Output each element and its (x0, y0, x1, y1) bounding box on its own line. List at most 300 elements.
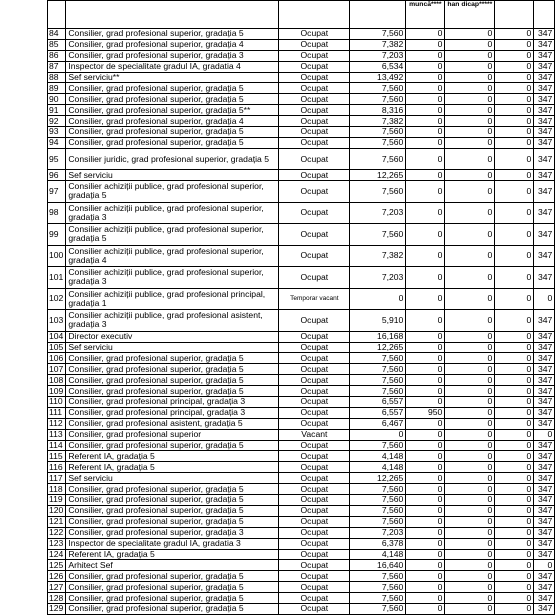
function-title: Consilier, grad profesional superior, gradația 5 (66, 386, 279, 397)
value-col-4: 347 (534, 364, 555, 375)
gross-salary: 7,560 (350, 571, 406, 582)
gross-salary: 5,910 (350, 310, 406, 332)
value-col-3: 0 (495, 245, 534, 267)
table-row (48, 397, 555, 408)
value-col-3: 0 (495, 83, 534, 94)
value-col-2: 0 (445, 105, 495, 116)
table-row (48, 593, 555, 604)
function-title: Consilier, grad profesional superior, gradația 5 (66, 571, 279, 582)
function-title: Consilier, grad profesional superior, gradația 5 (66, 440, 279, 451)
value-col-1: 0 (406, 29, 445, 40)
value-col-4: 347 (534, 310, 555, 332)
value-col-2: 0 (445, 94, 495, 105)
gross-salary: 7,560 (350, 364, 406, 375)
value-col-2: 0 (445, 137, 495, 148)
value-col-3: 0 (495, 397, 534, 408)
value-col-1: 0 (406, 495, 445, 506)
value-col-1: 0 (406, 50, 445, 61)
row-number: 101 (48, 267, 66, 289)
status: Ocupat (279, 148, 350, 170)
status: Ocupat (279, 418, 350, 429)
function-title: Consilier, grad profesional superior, gradația 5 (66, 375, 279, 386)
row-number: 122 (48, 527, 66, 538)
value-col-1: 0 (406, 170, 445, 181)
value-col-4: 347 (534, 386, 555, 397)
row-number: 99 (48, 224, 66, 246)
status: Ocupat (279, 181, 350, 203)
table-row (48, 353, 555, 364)
value-col-2: 0 (445, 170, 495, 181)
positions-table (47, 0, 555, 615)
status: Ocupat (279, 538, 350, 549)
row-number: 88 (48, 72, 66, 83)
status: Vacant (279, 429, 350, 440)
value-col-3: 0 (495, 342, 534, 353)
status: Ocupat (279, 549, 350, 560)
row-number: 93 (48, 127, 66, 138)
table-row (48, 342, 555, 353)
value-col-2: 0 (445, 148, 495, 170)
row-number: 120 (48, 505, 66, 516)
value-col-2: 0 (445, 61, 495, 72)
function-title: Consilier achiziții publice, grad profesional superior, gradația 5 (66, 181, 279, 203)
gross-salary: 7,382 (350, 245, 406, 267)
table-row (48, 105, 555, 116)
function-title: Consilier, grad profesional superior, gradația 5 (66, 127, 279, 138)
value-col-2: 0 (445, 83, 495, 94)
value-col-4: 347 (534, 224, 555, 246)
table-row (48, 484, 555, 495)
gross-salary: 12,265 (350, 170, 406, 181)
value-col-1: 0 (406, 224, 445, 246)
status: Ocupat (279, 505, 350, 516)
value-col-1: 0 (406, 72, 445, 83)
value-col-4: 347 (534, 505, 555, 516)
value-col-1: 0 (406, 267, 445, 289)
value-col-1: 0 (406, 137, 445, 148)
value-col-2: 0 (445, 473, 495, 484)
gross-salary: 7,560 (350, 127, 406, 138)
value-col-4: 347 (534, 375, 555, 386)
function-title: Consilier, grad profesional superior, gradația 5 (66, 364, 279, 375)
row-number: 123 (48, 538, 66, 549)
gross-salary: 7,560 (350, 593, 406, 604)
status: Ocupat (279, 386, 350, 397)
row-number: 94 (48, 137, 66, 148)
status: Ocupat (279, 310, 350, 332)
function-title: Consilier achiziții publice, grad profesional asistent, gradația 3 (66, 310, 279, 332)
value-col-2: 0 (445, 342, 495, 353)
function-title: Consilier, grad profesional superior, gradația 5 (66, 137, 279, 148)
value-col-2: 0 (445, 462, 495, 473)
table-row (48, 127, 555, 138)
value-col-2: 0 (445, 484, 495, 495)
value-col-4: 347 (534, 516, 555, 527)
value-col-2: 0 (445, 516, 495, 527)
gross-salary: 7,560 (350, 440, 406, 451)
gross-salary: 7,203 (350, 50, 406, 61)
gross-salary: 6,557 (350, 397, 406, 408)
value-col-1: 0 (406, 538, 445, 549)
value-col-1: 0 (406, 94, 445, 105)
value-col-2: 0 (445, 495, 495, 506)
gross-salary: 7,560 (350, 181, 406, 203)
table-row (48, 170, 555, 181)
function-title: Consilier, grad profesional superior, gradația 5 (66, 29, 279, 40)
status: Ocupat (279, 451, 350, 462)
value-col-4: 347 (534, 94, 555, 105)
gross-salary: 6,534 (350, 61, 406, 72)
value-col-1: 0 (406, 353, 445, 364)
header-cell-handicap: han dicap***** (445, 1, 495, 29)
value-col-3: 0 (495, 224, 534, 246)
value-col-4: 347 (534, 418, 555, 429)
table-row (48, 224, 555, 246)
status: Ocupat (279, 593, 350, 604)
value-col-3: 0 (495, 527, 534, 538)
row-number: 84 (48, 29, 66, 40)
gross-salary: 7,560 (350, 375, 406, 386)
table-row (48, 83, 555, 94)
row-number: 92 (48, 116, 66, 127)
function-title: Director executiv (66, 331, 279, 342)
value-col-4: 347 (534, 72, 555, 83)
value-col-3: 0 (495, 571, 534, 582)
value-col-4: 347 (534, 127, 555, 138)
value-col-3: 0 (495, 451, 534, 462)
value-col-3: 0 (495, 462, 534, 473)
row-number: 103 (48, 310, 66, 332)
function-title: Consilier, grad profesional superior, gradația 5 (66, 495, 279, 506)
value-col-2: 0 (445, 310, 495, 332)
gross-salary: 7,560 (350, 137, 406, 148)
row-number: 116 (48, 462, 66, 473)
value-col-3: 0 (495, 310, 534, 332)
value-col-3: 0 (495, 538, 534, 549)
value-col-3: 0 (495, 353, 534, 364)
function-title: Consilier achiziții publice, grad profesional superior, gradația 4 (66, 245, 279, 267)
table-row (48, 137, 555, 148)
header-cell-7 (495, 1, 534, 29)
function-title: Consilier, grad profesional principal, gradația 3 (66, 407, 279, 418)
header-cell-munca: muncă**** (406, 1, 445, 29)
table-row (48, 29, 555, 40)
table-row (48, 407, 555, 418)
value-col-1: 0 (406, 582, 445, 593)
header-cell-8 (534, 1, 555, 29)
value-col-4: 347 (534, 451, 555, 462)
value-col-1: 0 (406, 462, 445, 473)
table-row (48, 331, 555, 342)
value-col-4: 347 (534, 50, 555, 61)
value-col-2: 0 (445, 267, 495, 289)
status: Ocupat (279, 353, 350, 364)
status: Ocupat (279, 50, 350, 61)
function-title: Consilier, grad profesional superior, gradația 4 (66, 39, 279, 50)
status: Ocupat (279, 202, 350, 224)
row-number: 119 (48, 495, 66, 506)
value-col-4: 347 (534, 397, 555, 408)
value-col-3: 0 (495, 181, 534, 203)
row-number: 85 (48, 39, 66, 50)
value-col-3: 0 (495, 407, 534, 418)
value-col-4: 347 (534, 484, 555, 495)
function-title: Inspector de specialitate gradul IA, gradatia 3 (66, 538, 279, 549)
value-col-1: 0 (406, 505, 445, 516)
value-col-3: 0 (495, 560, 534, 571)
value-col-3: 0 (495, 50, 534, 61)
function-title: Consilier achiziții publice, grad profesional superior, gradația 3 (66, 267, 279, 289)
status: Ocupat (279, 440, 350, 451)
status: Ocupat (279, 29, 350, 40)
value-col-4: 0 (534, 560, 555, 571)
function-title: Consilier juridic, grad profesional superior, gradația 5 (66, 148, 279, 170)
value-col-4: 347 (534, 549, 555, 560)
value-col-1: 0 (406, 375, 445, 386)
status: Ocupat (279, 560, 350, 571)
status: Ocupat (279, 516, 350, 527)
gross-salary: 12,265 (350, 342, 406, 353)
row-number: 107 (48, 364, 66, 375)
value-col-3: 0 (495, 375, 534, 386)
gross-salary: 0 (350, 288, 406, 310)
gross-salary: 6,557 (350, 407, 406, 418)
table-row (48, 39, 555, 50)
value-col-2: 0 (445, 353, 495, 364)
gross-salary: 8,316 (350, 105, 406, 116)
status: Ocupat (279, 473, 350, 484)
status: Ocupat (279, 407, 350, 418)
header-cell-function (66, 1, 279, 29)
function-title: Consilier, grad profesional superior (66, 429, 279, 440)
value-col-2: 0 (445, 429, 495, 440)
value-col-1: 0 (406, 571, 445, 582)
value-col-1: 0 (406, 473, 445, 484)
function-title: Consilier, grad profesional superior, gradația 5 (66, 593, 279, 604)
value-col-2: 0 (445, 505, 495, 516)
gross-salary: 7,560 (350, 224, 406, 246)
gross-salary: 7,560 (350, 516, 406, 527)
value-col-3: 0 (495, 127, 534, 138)
gross-salary: 13,492 (350, 72, 406, 83)
value-col-3: 0 (495, 440, 534, 451)
value-col-2: 0 (445, 397, 495, 408)
function-title: Sef serviciu (66, 342, 279, 353)
function-title: Referent IA, gradația 5 (66, 549, 279, 560)
value-col-1: 0 (406, 331, 445, 342)
function-title: Consilier, grad profesional superior, gradația 5** (66, 105, 279, 116)
status: Ocupat (279, 72, 350, 83)
row-number: 96 (48, 170, 66, 181)
status: Ocupat (279, 170, 350, 181)
value-col-4: 0 (534, 429, 555, 440)
value-col-2: 0 (445, 50, 495, 61)
row-number: 111 (48, 407, 66, 418)
status: Ocupat (279, 61, 350, 72)
status: Ocupat (279, 267, 350, 289)
table-row (48, 495, 555, 506)
gross-salary: 0 (350, 429, 406, 440)
value-col-1: 0 (406, 245, 445, 267)
row-number: 110 (48, 397, 66, 408)
value-col-2: 0 (445, 603, 495, 614)
value-col-1: 0 (406, 418, 445, 429)
value-col-1: 0 (406, 560, 445, 571)
row-number: 112 (48, 418, 66, 429)
value-col-3: 0 (495, 148, 534, 170)
table-row (48, 516, 555, 527)
value-col-1: 0 (406, 61, 445, 72)
table-row (48, 473, 555, 484)
value-col-1: 950 (406, 407, 445, 418)
value-col-1: 0 (406, 342, 445, 353)
value-col-1: 0 (406, 39, 445, 50)
row-number: 97 (48, 181, 66, 203)
value-col-3: 0 (495, 603, 534, 614)
gross-salary: 7,560 (350, 495, 406, 506)
status: Ocupat (279, 375, 350, 386)
row-number: 87 (48, 61, 66, 72)
value-col-2: 0 (445, 39, 495, 50)
header-row (48, 1, 555, 29)
value-col-3: 0 (495, 202, 534, 224)
value-col-3: 0 (495, 267, 534, 289)
table-row (48, 310, 555, 332)
value-col-1: 0 (406, 397, 445, 408)
value-col-3: 0 (495, 72, 534, 83)
row-number: 89 (48, 83, 66, 94)
value-col-2: 0 (445, 224, 495, 246)
function-title: Sef serviciu (66, 170, 279, 181)
function-title: Consilier achiziții publice, grad profesional principal, gradația 1 (66, 288, 279, 310)
value-col-2: 0 (445, 440, 495, 451)
row-number: 118 (48, 484, 66, 495)
status: Ocupat (279, 127, 350, 138)
value-col-3: 0 (495, 331, 534, 342)
status: Ocupat (279, 582, 350, 593)
row-number: 109 (48, 386, 66, 397)
value-col-2: 0 (445, 538, 495, 549)
gross-salary: 6,378 (350, 538, 406, 549)
value-col-4: 347 (534, 148, 555, 170)
row-number: 121 (48, 516, 66, 527)
gross-salary: 7,203 (350, 267, 406, 289)
value-col-1: 0 (406, 202, 445, 224)
value-col-3: 0 (495, 137, 534, 148)
value-col-3: 0 (495, 39, 534, 50)
row-number: 124 (48, 549, 66, 560)
table-row (48, 245, 555, 267)
value-col-3: 0 (495, 116, 534, 127)
row-number: 106 (48, 353, 66, 364)
value-col-2: 0 (445, 72, 495, 83)
status: Ocupat (279, 571, 350, 582)
value-col-4: 347 (534, 61, 555, 72)
gross-salary: 7,560 (350, 386, 406, 397)
gross-salary: 7,560 (350, 353, 406, 364)
row-number: 100 (48, 245, 66, 267)
function-title: Consilier, grad profesional principal, gradația 3 (66, 397, 279, 408)
status: Ocupat (279, 462, 350, 473)
table-row (48, 50, 555, 61)
function-title: Consilier, grad profesional superior, gradația 5 (66, 94, 279, 105)
value-col-2: 0 (445, 375, 495, 386)
value-col-4: 347 (534, 440, 555, 451)
value-col-1: 0 (406, 83, 445, 94)
value-col-1: 0 (406, 386, 445, 397)
value-col-3: 0 (495, 495, 534, 506)
header-cell-status (279, 1, 350, 29)
row-number: 98 (48, 202, 66, 224)
value-col-4: 347 (534, 571, 555, 582)
gross-salary: 7,560 (350, 582, 406, 593)
value-col-4: 347 (534, 462, 555, 473)
gross-salary: 7,560 (350, 83, 406, 94)
value-col-3: 0 (495, 549, 534, 560)
status: Ocupat (279, 331, 350, 342)
row-number: 115 (48, 451, 66, 462)
row-number: 113 (48, 429, 66, 440)
function-title: Consilier achiziții publice, grad profesional superior, gradația 3 (66, 202, 279, 224)
value-col-1: 0 (406, 484, 445, 495)
value-col-4: 0 (534, 288, 555, 310)
value-col-2: 0 (445, 331, 495, 342)
value-col-4: 347 (534, 245, 555, 267)
value-col-2: 0 (445, 527, 495, 538)
value-col-4: 347 (534, 137, 555, 148)
table-row (48, 116, 555, 127)
value-col-3: 0 (495, 484, 534, 495)
value-col-4: 347 (534, 603, 555, 614)
function-title: Arhitect Sef (66, 560, 279, 571)
function-title: Consilier, grad profesional superior, gradația 3 (66, 50, 279, 61)
value-col-2: 0 (445, 593, 495, 604)
row-number: 125 (48, 560, 66, 571)
gross-salary: 7,560 (350, 505, 406, 516)
value-col-1: 0 (406, 429, 445, 440)
table-row (48, 462, 555, 473)
value-col-3: 0 (495, 29, 534, 40)
row-number: 108 (48, 375, 66, 386)
value-col-2: 0 (445, 386, 495, 397)
value-col-3: 0 (495, 505, 534, 516)
row-number: 105 (48, 342, 66, 353)
table-row (48, 288, 555, 310)
value-col-4: 347 (534, 407, 555, 418)
table-row (48, 560, 555, 571)
status: Ocupat (279, 224, 350, 246)
table-row (48, 386, 555, 397)
function-title: Consilier, grad profesional superior, gradația 5 (66, 353, 279, 364)
status: Ocupat (279, 83, 350, 94)
value-col-3: 0 (495, 94, 534, 105)
value-col-4: 347 (534, 29, 555, 40)
value-col-4: 347 (534, 495, 555, 506)
value-col-1: 0 (406, 364, 445, 375)
table-row (48, 94, 555, 105)
row-number: 117 (48, 473, 66, 484)
value-col-2: 0 (445, 202, 495, 224)
value-col-1: 0 (406, 116, 445, 127)
gross-salary: 4,148 (350, 451, 406, 462)
value-col-4: 347 (534, 593, 555, 604)
value-col-1: 0 (406, 288, 445, 310)
row-number: 127 (48, 582, 66, 593)
value-col-4: 347 (534, 202, 555, 224)
row-number: 128 (48, 593, 66, 604)
table-row (48, 538, 555, 549)
row-number: 102 (48, 288, 66, 310)
